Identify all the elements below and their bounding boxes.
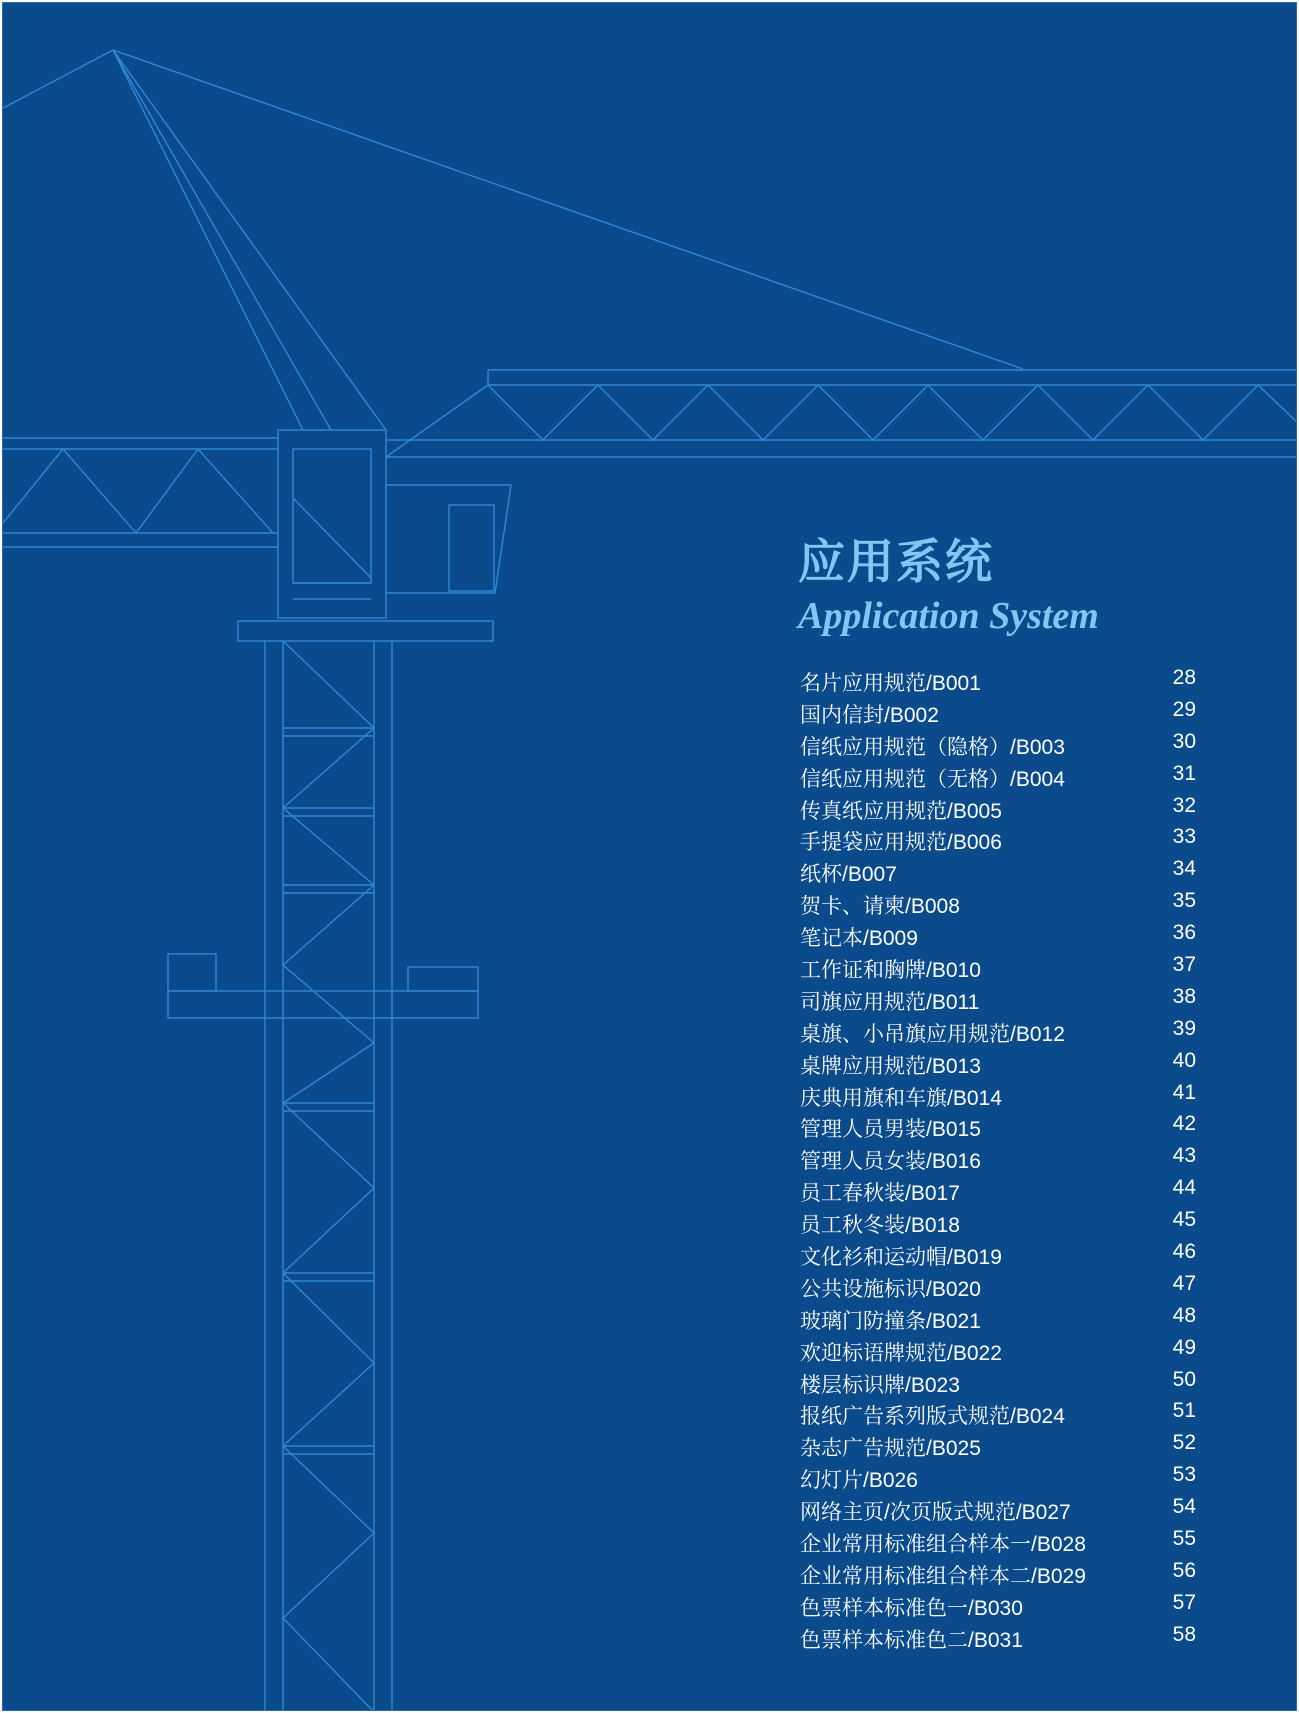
toc-entry[interactable]	[800, 1207, 1196, 1239]
toc-entry[interactable]	[800, 1143, 1196, 1175]
toc-entry[interactable]	[800, 1558, 1196, 1590]
toc-entry[interactable]	[800, 1303, 1196, 1335]
toc-entry[interactable]	[800, 1622, 1196, 1654]
section-title-english: Application System	[798, 595, 1099, 637]
toc-entry[interactable]	[800, 697, 1196, 729]
toc-entry[interactable]	[800, 665, 1196, 697]
section-title-chinese: 应用系统	[798, 535, 994, 590]
toc-entry-label: 网络主页/次页版式规范/B027	[800, 1501, 1071, 1525]
toc-entry-label: 色票样本标准色二/B031	[800, 1628, 1023, 1652]
toc-entry-label: 笔记本/B009	[800, 927, 918, 951]
toc-entry-page-number: 56	[1172, 1558, 1196, 1582]
toc-entry-page-number: 45	[1172, 1208, 1196, 1232]
toc-entry-page-number: 44	[1172, 1176, 1196, 1200]
toc-entry-label: 公共设施标识/B020	[800, 1277, 981, 1301]
toc-entry[interactable]	[800, 1111, 1196, 1143]
toc-entry-label: 庆典用旗和车旗/B014	[800, 1086, 1002, 1110]
toc-entry-label: 传真纸应用规范/B005	[800, 799, 1002, 823]
toc-entry-label: 管理人员男装/B015	[800, 1118, 981, 1142]
toc-entry[interactable]	[800, 920, 1196, 952]
toc-entry[interactable]	[800, 1494, 1196, 1526]
toc-entry-label: 国内信封/B002	[800, 703, 939, 727]
toc-entry-page-number: 37	[1172, 953, 1196, 977]
toc-entry-page-number: 35	[1172, 889, 1196, 913]
toc-entry-label: 玻璃门防撞条/B021	[800, 1309, 981, 1333]
toc-entry[interactable]	[800, 1526, 1196, 1558]
toc-entry-page-number: 36	[1172, 921, 1196, 945]
toc-entry-label: 管理人员女装/B016	[800, 1150, 981, 1174]
toc-entry-page-number: 47	[1172, 1271, 1196, 1295]
toc-entry-page-number: 54	[1172, 1495, 1196, 1519]
toc-entry[interactable]	[800, 1367, 1196, 1399]
toc-entry-label: 手提袋应用规范/B006	[800, 831, 1002, 855]
toc-entry-page-number: 46	[1172, 1240, 1196, 1264]
toc-entry-page-number: 34	[1172, 857, 1196, 881]
toc-entry[interactable]	[800, 1430, 1196, 1462]
toc-entry-page-number: 38	[1172, 984, 1196, 1008]
toc-entry[interactable]	[800, 1335, 1196, 1367]
toc-entry-page-number: 42	[1172, 1112, 1196, 1136]
toc-entry-page-number: 48	[1172, 1303, 1196, 1327]
toc-entry[interactable]	[800, 1048, 1196, 1080]
toc-entry-label: 信纸应用规范（隐格）/B003	[800, 735, 1065, 759]
toc-entry-page-number: 53	[1172, 1463, 1196, 1487]
toc-entry-page-number: 28	[1172, 666, 1196, 689]
toc-entry-page-number: 49	[1172, 1335, 1196, 1359]
toc-entry-label: 桌牌应用规范/B013	[800, 1054, 981, 1078]
toc-entry-label: 司旗应用规范/B011	[800, 990, 980, 1014]
toc-entry[interactable]	[800, 793, 1196, 825]
toc-entry[interactable]	[800, 1239, 1196, 1271]
toc-entry-label: 杂志广告规范/B025	[800, 1437, 981, 1461]
toc-entry-page-number: 40	[1172, 1048, 1196, 1072]
toc-entry-label: 报纸广告系列版式规范/B024	[800, 1405, 1065, 1429]
toc-entry[interactable]	[800, 856, 1196, 888]
toc-entry-label: 员工秋冬装/B018	[800, 1214, 960, 1238]
toc-entry-label: 欢迎标语牌规范/B022	[800, 1341, 1002, 1365]
toc-entry-page-number: 39	[1172, 1016, 1196, 1040]
toc-entry-label: 员工春秋装/B017	[800, 1182, 960, 1206]
table-of-contents	[800, 665, 1196, 1654]
toc-entry-label: 名片应用规范/B001	[800, 672, 981, 695]
toc-entry-page-number: 30	[1172, 729, 1196, 753]
toc-entry-label: 色票样本标准色一/B030	[800, 1596, 1023, 1620]
toc-entry-label: 文化衫和运动帽/B019	[800, 1246, 1002, 1270]
toc-entry-label: 工作证和胸牌/B010	[800, 959, 981, 983]
toc-entry[interactable]	[800, 1590, 1196, 1622]
toc-entry-page-number: 50	[1172, 1367, 1196, 1391]
toc-entry[interactable]	[800, 984, 1196, 1016]
toc-entry-label: 信纸应用规范（无格）/B004	[800, 767, 1065, 791]
page	[2, 2, 1297, 1711]
toc-entry-label: 企业常用标准组合样本一/B028	[800, 1533, 1086, 1557]
toc-entry-page-number: 51	[1172, 1399, 1196, 1423]
toc-entry[interactable]	[800, 1398, 1196, 1430]
toc-entry[interactable]	[800, 824, 1196, 856]
toc-entry-label: 幻灯片/B026	[800, 1469, 918, 1493]
toc-entry-page-number: 55	[1172, 1527, 1196, 1551]
toc-entry[interactable]	[800, 1271, 1196, 1303]
toc-entry-label: 桌旗、小吊旗应用规范/B012	[800, 1022, 1065, 1046]
toc-entry[interactable]	[800, 888, 1196, 920]
toc-entry[interactable]	[800, 1462, 1196, 1494]
toc-entry-page-number: 57	[1172, 1590, 1196, 1614]
toc-entry[interactable]	[800, 952, 1196, 984]
toc-entry[interactable]	[800, 1175, 1196, 1207]
toc-entry[interactable]	[800, 1016, 1196, 1048]
toc-entry-label: 楼层标识牌/B023	[800, 1373, 960, 1397]
toc-entry-label: 企业常用标准组合样本二/B029	[800, 1564, 1086, 1588]
toc-entry-page-number: 32	[1172, 793, 1196, 817]
toc-entry-page-number: 41	[1172, 1080, 1196, 1104]
toc-entry-page-number: 58	[1172, 1622, 1196, 1646]
toc-entry[interactable]	[800, 729, 1196, 761]
toc-entry[interactable]	[800, 761, 1196, 793]
toc-entry-page-number: 43	[1172, 1144, 1196, 1168]
toc-entry[interactable]	[800, 1080, 1196, 1112]
toc-entry-page-number: 31	[1172, 761, 1196, 785]
toc-entry-page-number: 29	[1172, 697, 1196, 721]
toc-entry-label: 贺卡、请柬/B008	[800, 895, 960, 919]
toc-entry-label: 纸杯/B007	[800, 863, 897, 887]
toc-entry-page-number: 33	[1172, 825, 1196, 849]
toc-entry-page-number: 52	[1172, 1431, 1196, 1455]
